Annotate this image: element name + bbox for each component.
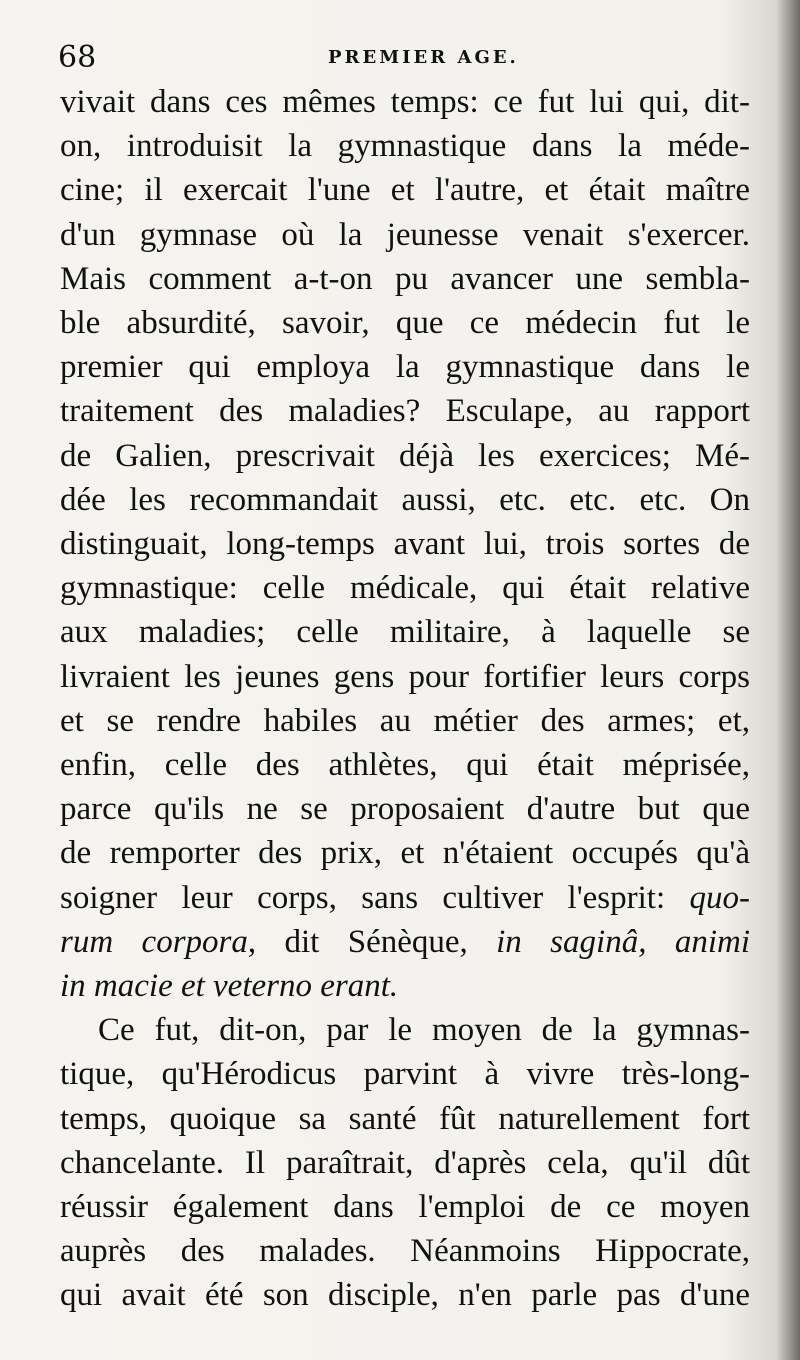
text-line: livraient les jeunes gens pour fortifier leurs corps (60, 658, 750, 695)
page-header (58, 36, 748, 80)
text-line: de Galien, prescrivait déjà les exercices; Mé- (60, 437, 750, 474)
text-line: premier qui employa la gymnastique dans le (60, 349, 750, 386)
text-line: Mais comment a-t-on pu avancer une sembla- (60, 260, 750, 297)
text-line: chancelante. Il paraîtrait, d'après cela, qu'il dût (60, 1144, 750, 1181)
italic-quote: in saginâ, animi (496, 923, 750, 960)
text-line: cine; il exercait l'une et l'autre, et était maître (60, 172, 750, 209)
page-number: 68 (58, 40, 97, 75)
text-line: et se rendre habiles au métier des armes; et, (60, 702, 750, 739)
text-line-mixed (60, 876, 750, 920)
text-line: ble absurdité, savoir, que ce médecin fut le (60, 305, 750, 342)
italic-quote: rum corpora (60, 923, 248, 960)
text-line: de remporter des prix, et n'étaient occupés qu'à (60, 835, 750, 872)
text-line: enfin, celle des athlètes, qui était méprisée, (60, 747, 750, 784)
italic-quote: quo- (689, 879, 750, 916)
text-line: distinguait, long-temps avant lui, trois sortes de (60, 526, 750, 563)
text-line-mixed (60, 920, 750, 964)
text-line: tique, qu'Hérodicus parvint à vivre très-long- (60, 1056, 750, 1093)
text-line: dée les recommandait aussi, etc. etc. etc. On (60, 481, 750, 518)
text-line: vivait dans ces mêmes temps: ce fut lui qui, dit- (60, 84, 750, 120)
text-line: qui avait été son disciple, n'en parle pas d'une (60, 1277, 750, 1314)
text-line: Ce fut, dit-on, par le moyen de la gymnas- (98, 1012, 750, 1049)
body-text (60, 80, 750, 1318)
plain-text: soigner leur corps, sans cultiver l'esprit: (60, 879, 690, 916)
text-line: réussir également dans l'emploi de ce moyen (60, 1189, 750, 1226)
text-line: traitement des maladies? Esculape, au rapport (60, 393, 750, 430)
text-line: auprès des malades. Néanmoins Hippocrate, (60, 1233, 750, 1270)
text-line: gymnastique: celle médicale, qui était relative (60, 570, 750, 607)
paragraph-1 (60, 80, 750, 1008)
plain-text: , dit Sénèque, (247, 923, 497, 960)
text-line: parce qu'ils ne se proposaient d'autre but que (60, 791, 750, 828)
text-line: temps, quoique sa santé fût naturellement fort (60, 1100, 750, 1137)
running-title: PREMIER AGE. (328, 47, 519, 68)
text-line: d'un gymnase où la jeunesse venait s'exercer. (60, 216, 750, 253)
paragraph-2 (60, 1008, 750, 1317)
italic-quote-line: in macie et veterno erant. (60, 968, 399, 1005)
text-line: aux maladies; celle militaire, à laquelle se (60, 614, 750, 651)
text-line: on, introduisit la gymnastique dans la méde- (60, 128, 750, 165)
